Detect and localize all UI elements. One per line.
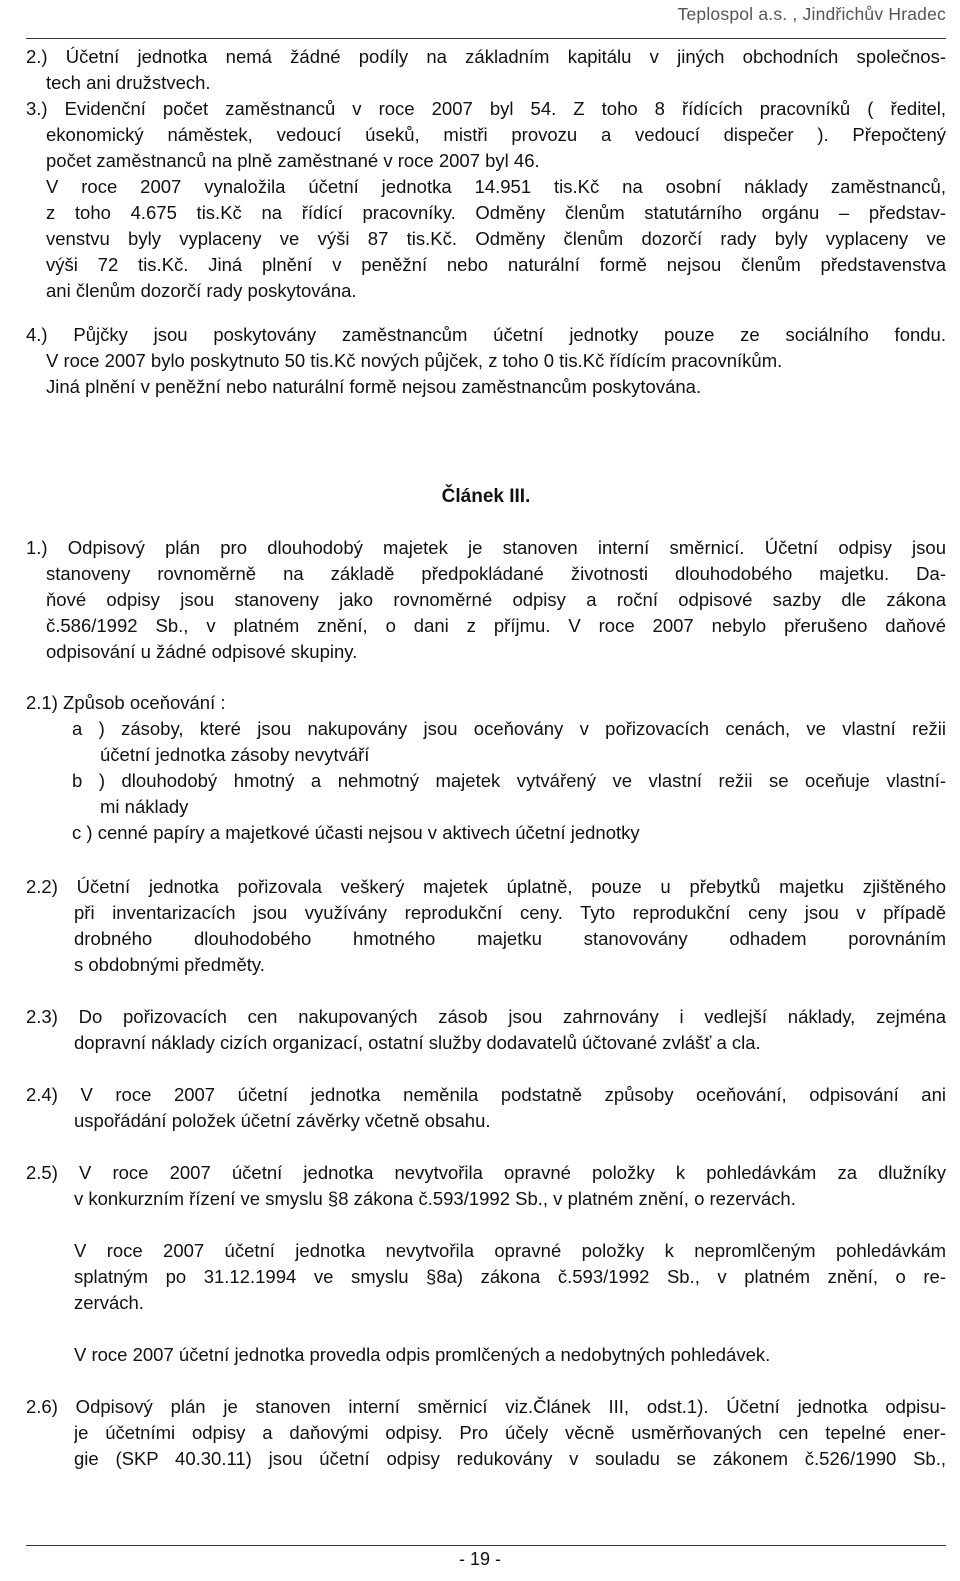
text-line: V roce 2007 účetní jednotka provedla odpis promlčených a nedobytných pohledávek. bbox=[74, 1344, 771, 1365]
text-line: b ) dlouhodobý hmotný a nehmotný majetek vytvářený ve vlastní režii se oceňuje vlastní- bbox=[72, 770, 946, 791]
text-line: mi náklady bbox=[100, 796, 189, 817]
text-line: splatným po 31.12.1994 ve smyslu §8a) zákona č.593/1992 Sb., v platném znění, o re- bbox=[74, 1266, 946, 1287]
text-line: je účetními odpisy a daňovými odpisy. Pro účely věcně usměrňovaných cen tepelné ener- bbox=[74, 1422, 946, 1443]
footer-rule bbox=[26, 1545, 946, 1546]
text-line: stanoveny rovnoměrně na základě předpokládané životnosti dlouhodobého majetku. Da- bbox=[46, 563, 946, 584]
running-header: Teplospol a.s. , Jindřichův Hradec bbox=[677, 4, 946, 24]
text-line: drobného dlouhodobého hmotného majetku stanovovány odhadem porovnáním bbox=[74, 928, 946, 949]
text-line: ani členům dozorčí rady poskytována. bbox=[46, 280, 357, 301]
text-line: gie (SKP 40.30.11) jsou účetní odpisy redukovány v souladu se zákonem č.526/1990 Sb., bbox=[74, 1448, 946, 1469]
text-line: zervách. bbox=[74, 1292, 144, 1313]
text-line: odpisování u žádné odpisové skupiny. bbox=[46, 641, 358, 662]
text-line: 2.4) V roce 2007 účetní jednotka neměnila podstatně způsoby oceňování, odpisování ani bbox=[26, 1084, 946, 1105]
text-line: dopravní náklady cizích organizací, ostatní služby dodavatelů účtované zvlášť a cla. bbox=[74, 1032, 761, 1053]
text-line: V roce 2007 vynaložila účetní jednotka 14.951 tis.Kč na osobní náklady zaměstnanců, bbox=[46, 176, 946, 197]
text-line: z toho 4.675 tis.Kč na řídící pracovníky. Odměny členům statutárního orgánu – představ- bbox=[46, 202, 946, 223]
text-line: uspořádání položek účetní závěrky včetně obsahu. bbox=[74, 1110, 491, 1131]
text-line: c ) cenné papíry a majetkové účasti nejsou v aktivech účetní jednotky bbox=[72, 822, 640, 843]
text-line: 2.) Účetní jednotka nemá žádné podíly na základním kapitálu v jiných obchodních společnos- bbox=[26, 46, 946, 67]
text-line: 2.3) Do pořizovacích cen nakupovaných zásob jsou zahrnovány i vedlejší náklady, zejména bbox=[26, 1006, 946, 1027]
text-line: 3.) Evidenční počet zaměstnanců v roce 2007 byl 54. Z toho 8 řídících pracovníků ( ředitel, bbox=[26, 98, 946, 119]
text-line: 4.) Půjčky jsou poskytovány zaměstnancům účetní jednotky pouze ze sociálního fondu. bbox=[26, 324, 946, 345]
text-line: při inventarizacích jsou využívány reprodukční ceny. Tyto reprodukční ceny jsou v případě bbox=[74, 902, 946, 923]
text-line: a ) zásoby, které jsou nakupovány jsou oceňovány v pořizovacích cenách, ve vlastní režii bbox=[72, 718, 946, 739]
text-line: počet zaměstnanců na plně zaměstnané v roce 2007 byl 46. bbox=[46, 150, 540, 171]
text-line: s obdobnými předměty. bbox=[74, 954, 265, 975]
section-heading: Článek III. bbox=[441, 486, 531, 507]
text-line: 2.2) Účetní jednotka pořizovala veškerý majetek úplatně, pouze u přebytků majetku zjištěného bbox=[26, 876, 946, 897]
text-line: 2.6) Odpisový plán je stanoven interní směrnicí viz.Článek III, odst.1). Účetní jednotka odpisu- bbox=[26, 1396, 946, 1417]
header-rule bbox=[26, 38, 946, 39]
text-line: č.586/1992 Sb., v platném znění, o dani z příjmu. V roce 2007 nebylo přerušeno daňové bbox=[46, 615, 946, 636]
text-line: 2.5) V roce 2007 účetní jednotka nevytvořila opravné položky k pohledávkám za dlužníky bbox=[26, 1162, 946, 1183]
text-line: výši 72 tis.Kč. Jiná plnění v peněžní nebo naturální formě nejsou členům představenstva bbox=[46, 254, 946, 275]
text-line: V roce 2007 bylo poskytnuto 50 tis.Kč nových půjček, z toho 0 tis.Kč řídícím pracovníkům. bbox=[46, 350, 783, 371]
text-line: v konkurzním řízení ve smyslu §8 zákona č.593/1992 Sb., v platném znění, o rezervách. bbox=[74, 1188, 796, 1209]
text-line: 2.1) Způsob oceňování : bbox=[26, 692, 226, 713]
text-line: účetní jednotka zásoby nevytváří bbox=[100, 744, 370, 765]
text-line: ňové odpisy jsou stanoveny jako rovnoměrné odpisy a roční odpisové sazby dle zákona bbox=[46, 589, 946, 610]
text-line: Jiná plnění v peněžní nebo naturální formě nejsou zaměstnancům poskytována. bbox=[46, 376, 702, 397]
text-line: V roce 2007 účetní jednotka nevytvořila opravné položky k nepromlčeným pohledávkám bbox=[74, 1240, 946, 1261]
text-line: 1.) Odpisový plán pro dlouhodobý majetek je stanoven interní směrnicí. Účetní odpisy jsou bbox=[26, 537, 946, 558]
text-line: tech ani družstvech. bbox=[46, 72, 211, 93]
text-line: ekonomický náměstek, vedoucí úseků, mistři provozu a vedoucí dispečer ). Přepočtený bbox=[46, 124, 946, 145]
text-line: venstvu byly vyplaceny ve výši 87 tis.Kč. Odměny členům dozorčí rady byly vyplaceny ve bbox=[46, 228, 946, 249]
page-number: - 19 - bbox=[458, 1549, 501, 1569]
